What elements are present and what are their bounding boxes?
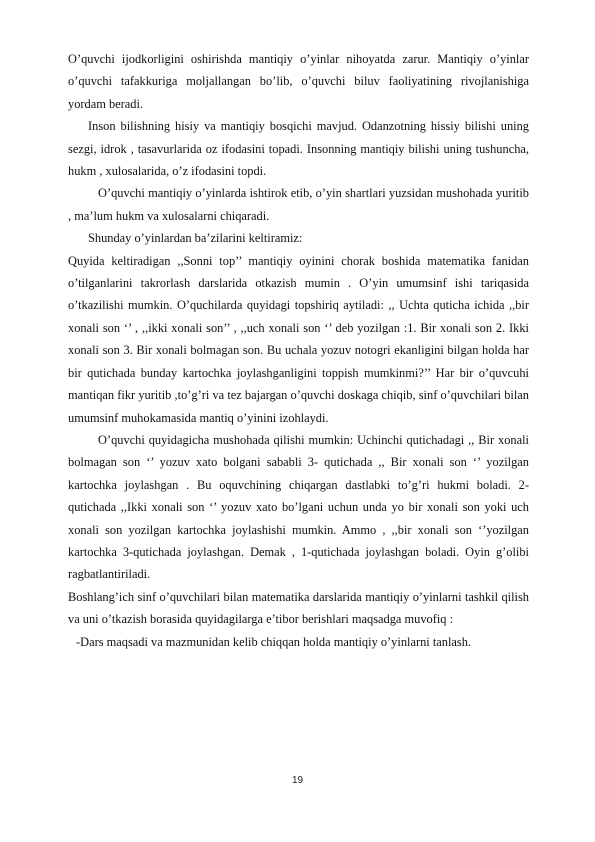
paragraph-recommendations: Boshlang’ich sinf o’quvchilari bilan matematika darslarida mantiqiy o’yinlarni tashkil qilish va uni o’tkazish borasida quyidagilarga e’tibor berishlari maqsadga muvofiq :: [68, 589, 529, 627]
paragraph-participation: O’quvchi mantiqiy o’yinlarda ishtirok etib, o’yin shartlari yuzsidan mushohada yuritib , ma’lum hukm va xulosalarni chiqaradi.: [68, 186, 529, 223]
page-number: 19: [291, 775, 304, 786]
paragraph-games-heading: Shunday o’yinlardan ba’zilarini keltiramiz:: [88, 231, 303, 246]
paragraph-reasoning: O’quvchi quyidagicha mushohada qilishi mumkin: Uchinchi qutichadagi ,, Bir xonali bolmagan son ‘’ yozuv xato bolgani sababli 3- qutichada ,, Bir xonali son ‘’ yozilgan kartochka joylashgan . Bu oquvchining chiqargan dastlabki to’g’ri hukmi boladi. 2-qutichada ,,Ikki xonali son ‘’ yozuv xato bo’lgani uchun unda yo bir xonali son yoki uch xonali son yozilgan kartochka joylashishi mumkin. Ammo , ,,bir xonali son ‘’yozilgan kartochka 3-qutichada joylashgan. Demak , 1-qutichada joylashgan boladi. Oyin g’olibi ragbatlantiriladi.: [68, 432, 529, 582]
paragraph-game-description: Quyida keltiradigan ,,Sonni top’’ mantiqiy oyinini chorak boshida matematika fanidan o’tilganlarini takrorlash darslarida otkazish mumin . O’yin umumsinf ishi tariqasida o’tkazilishi mumkin. O’quchilarda quyidagi topshiriq aytiladi: ,, Uchta quticha ichida ,,bir xonali son ‘’ , ,,ikki xonali son’’ , ,,uch xonali son ‘’ deb yozilgan :1. Bir xonali son 2. Ikki xonali son 3. Bir xonali bolmagan son. Bu uchala yozuv notogri ekanligini bilgan holda har bir qutichada bunday kartochka joylashganligini toppish mumkinmi?’’ Har bir o’quvcuhi mantiqan fikr yuritib ,to’g’ri va tez bajargan o’quvchi doskaga chiqib, sinf o’quvchilari bilan umumsinf muhokamasida mantiq o’yinini izohlaydi.: [68, 253, 529, 425]
paragraph-intro: O’quvchi ijodkorligini oshirishda mantiqiy o’yinlar nihoyatda zarur. Mantiqiy o’yinlar o’quvchi tafakkuriga moljallangan bo’lib, o’quvchi biluv faoliyatining rivojlanishiga yordam beradi.: [68, 52, 529, 111]
list-item-dars-maqsadi: -Dars maqsadi va mazmunidan kelib chiqqan holda mantiqiy o’yinlarni tanlash.: [76, 634, 472, 649]
paragraph-cognition: Inson bilishning hisiy va mantiqiy bosqichi mavjud. Odanzotning hissiy bilishi uning sezgi, idrok , tasavurlarida oz ifodasini topadi. Insonning mantiqiy bilishi uning tushuncha, hukm , xulosalarida, o’z ifodasini topdi.: [68, 119, 529, 179]
document-body: [68, 48, 529, 653]
